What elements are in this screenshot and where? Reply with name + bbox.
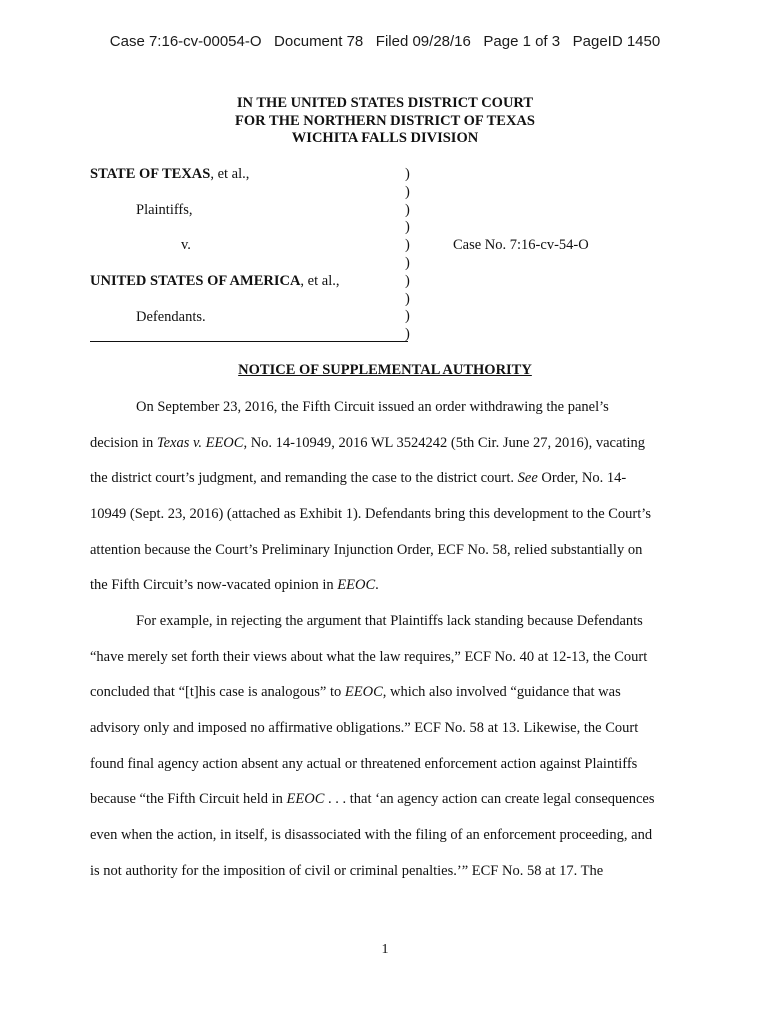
body-line: “have merely set forth their views about what the law requires,” ECF No. 40 at 12-13, the Court <box>90 649 648 665</box>
caption-paren: ) <box>405 183 410 200</box>
caption-paren: ) <box>405 201 410 218</box>
body-line: is not authority for the imposition of civil or criminal penalties.’” ECF No. 58 at 17. The <box>90 863 604 879</box>
plaintiff-name: STATE OF TEXAS <box>90 166 211 182</box>
body-line: found final agency action absent any actual or threatened enforcement action against Plaintiffs <box>90 756 638 772</box>
defendants-label: Defendants. <box>136 309 206 325</box>
body-line: because “the Fifth Circuit held in EEOC . . . that ‘an agency action can create legal consequences <box>90 791 655 807</box>
caption-paren: ) <box>405 272 410 289</box>
body-line: concluded that “[t]his case is analogous” to EEOC, which also involved “guidance that was <box>90 684 621 700</box>
body-line: even when the action, in itself, is disassociated with the filing of an enforcement proceeding, and <box>90 827 653 843</box>
page-number: 1 <box>381 942 389 957</box>
caption-plaintiff <box>90 166 249 183</box>
caption-paren-column <box>405 166 410 344</box>
body-line: decision in Texas v. EEOC, No. 14-10949, 2016 WL 3524242 (5th Cir. June 27, 2016), vacating <box>90 435 645 451</box>
header-page: Page 1 of 3 <box>483 33 561 50</box>
body-line: the Fifth Circuit’s now-vacated opinion in EEOC. <box>90 577 379 593</box>
caption-paren: ) <box>405 290 410 307</box>
caption-paren: ) <box>405 166 410 182</box>
filing-header <box>0 33 770 50</box>
caption-paren: ) <box>405 219 410 236</box>
caption-defendant <box>90 273 339 290</box>
caption-paren: ) <box>405 254 410 271</box>
header-filed: Filed 09/28/16 <box>375 33 471 50</box>
plaintiff-suffix: , et al., <box>210 166 250 182</box>
caption-paren: ) <box>405 237 410 254</box>
body-line: For example, in rejecting the argument that Plaintiffs lack standing because Defendants <box>136 613 643 629</box>
caption-paren: ) <box>405 326 410 343</box>
notice-title: NOTICE OF SUPPLEMENTAL AUTHORITY <box>238 362 532 378</box>
caption-rule <box>90 341 408 342</box>
case-short-name: EEOC <box>344 684 383 700</box>
case-number: Case No. 7:16-cv-54-O <box>453 237 589 253</box>
body-line: advisory only and imposed no affirmative obligations.” ECF No. 58 at 13. Likewise, the Court <box>90 720 639 736</box>
body-line: the district court’s judgment, and remanding the case to the district court. See Order, No. 14- <box>90 470 627 486</box>
versus-label: v. <box>181 237 191 253</box>
case-short-name: EEOC <box>337 577 376 593</box>
signal-see: See <box>517 470 538 486</box>
court-heading <box>0 95 770 148</box>
court-line-1: IN THE UNITED STATES DISTRICT COURT <box>236 95 534 111</box>
defendant-suffix: , et al., <box>300 273 340 289</box>
header-case: Case 7:16-cv-00054-O <box>109 33 262 50</box>
header-document: Document 78 <box>274 33 364 50</box>
case-short-name: EEOC <box>286 791 325 807</box>
case-citation: Texas v. EEOC <box>156 435 244 451</box>
court-line-2: FOR THE NORTHERN DISTRICT OF TEXAS <box>235 112 535 129</box>
body-line: attention because the Court’s Preliminary Injunction Order, ECF No. 58, relied substantially on <box>90 542 643 558</box>
body-line: On September 23, 2016, the Fifth Circuit issued an order withdrawing the panel’s <box>136 399 609 415</box>
court-line-3: WICHITA FALLS DIVISION <box>291 130 479 146</box>
plaintiffs-label: Plaintiffs, <box>136 202 193 218</box>
caption-paren: ) <box>405 308 410 325</box>
header-page-id: PageID 1450 <box>572 33 661 50</box>
defendant-name: UNITED STATES OF AMERICA <box>90 273 301 289</box>
body-line: 10949 (Sept. 23, 2016) (attached as Exhibit 1). Defendants bring this development to the Court’s <box>90 506 651 522</box>
